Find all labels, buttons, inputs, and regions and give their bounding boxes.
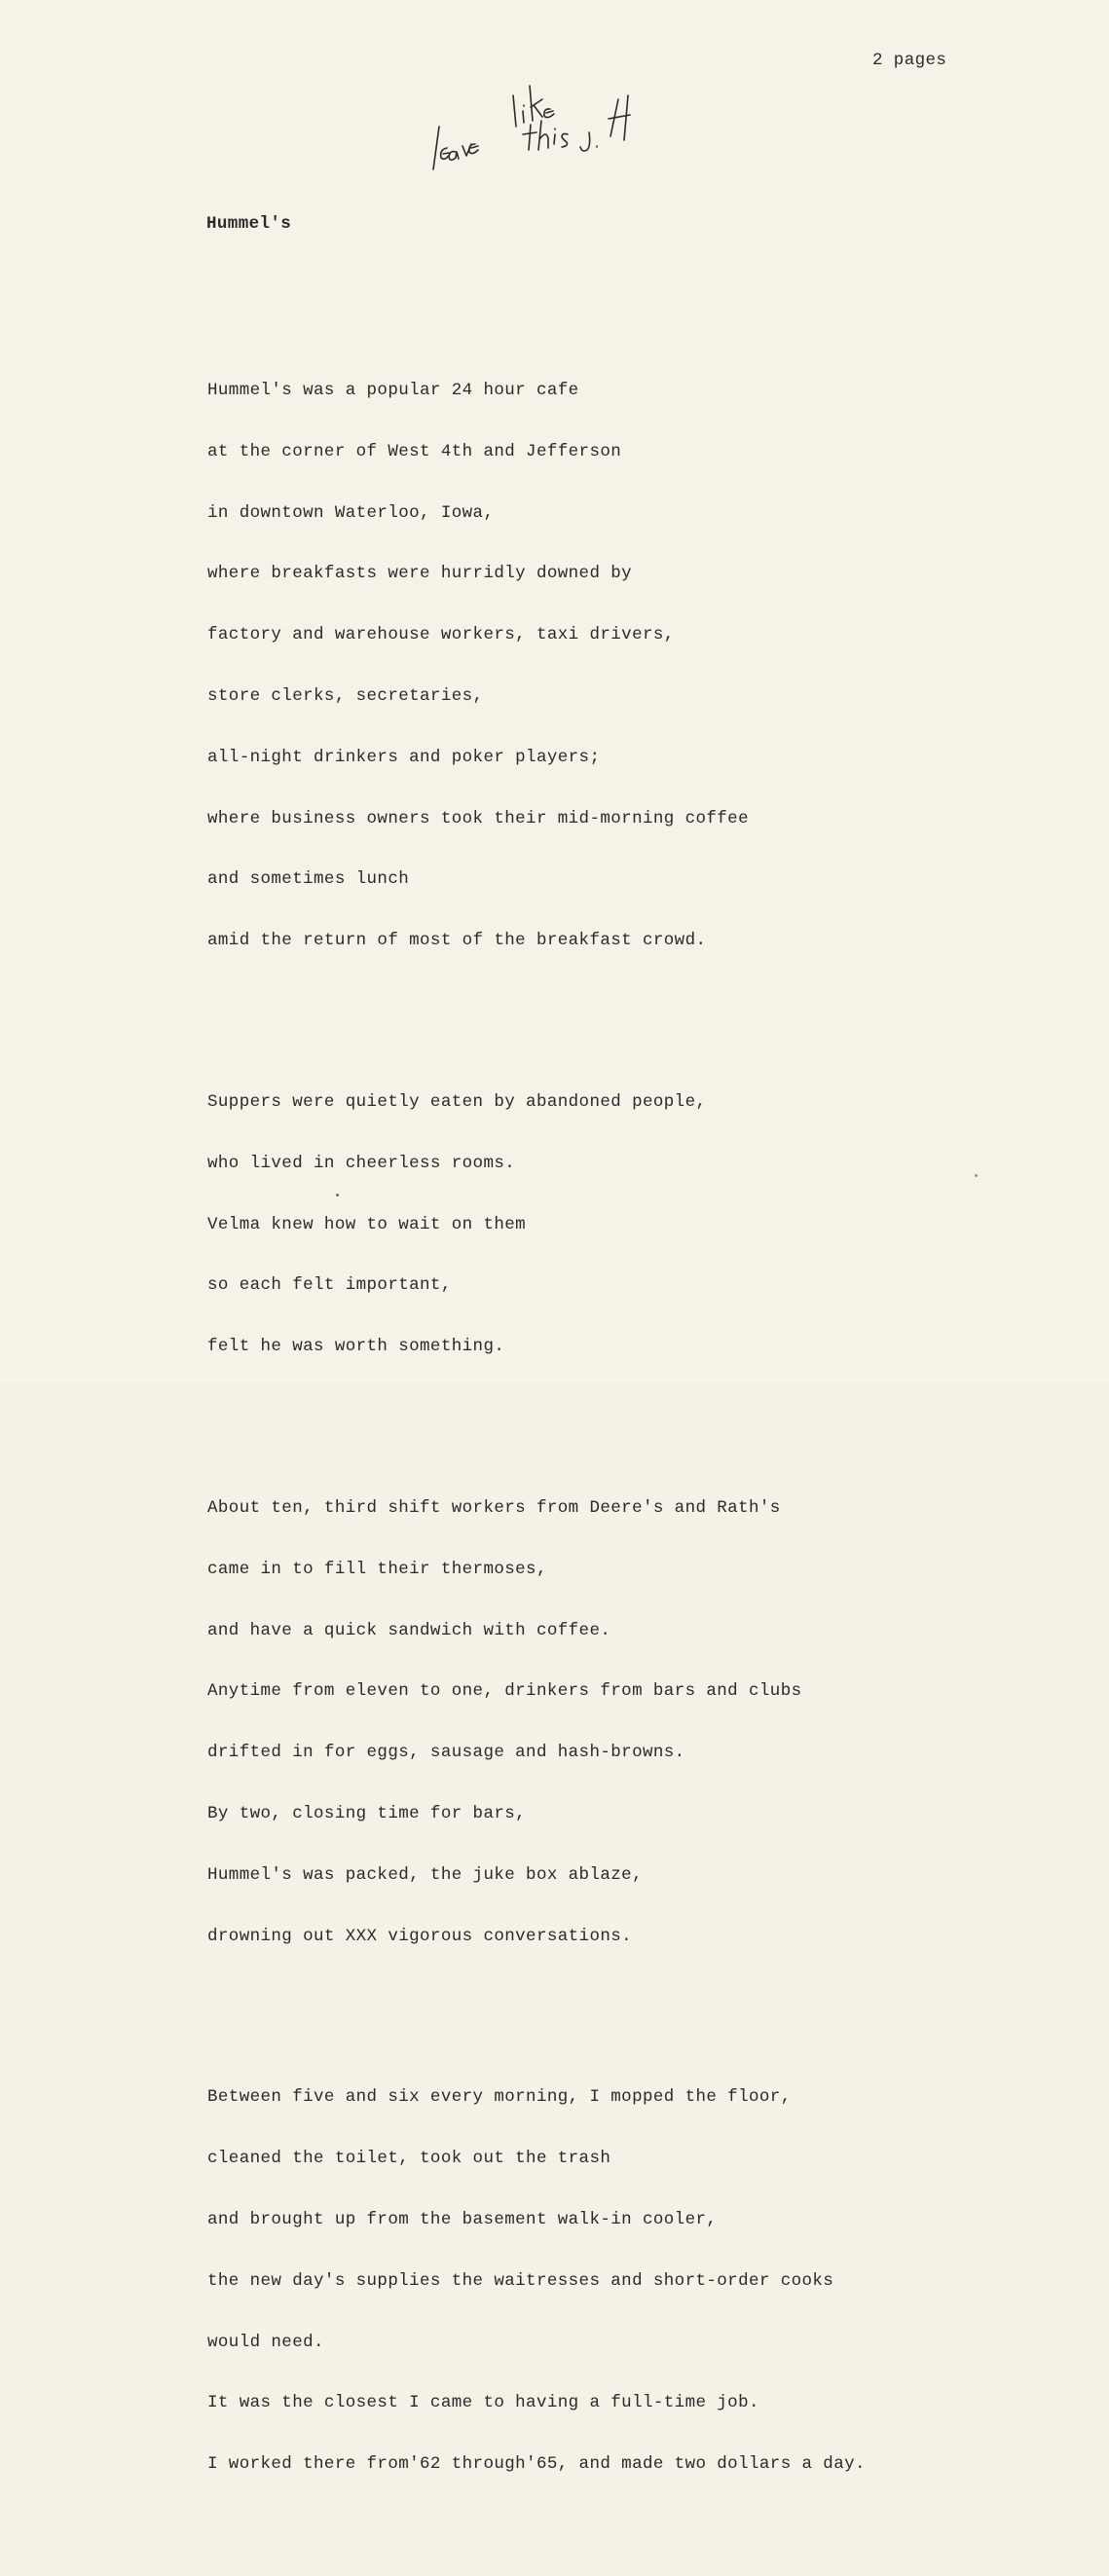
poem-line: came in to fill their thermoses,	[207, 1559, 547, 1579]
poem-line: the new day's supplies the waitresses and short-order cooks	[207, 2270, 834, 2291]
poem-line: Velma knew how to wait on them	[207, 1214, 527, 1234]
paper-speck	[336, 1194, 339, 1196]
poem-line: drowning out XXX vigorous conversations.	[207, 1926, 633, 1946]
poem-line: About ten, third shift workers from Deere's and Rath's	[207, 1497, 781, 1518]
page-count-label: 2 pages	[872, 51, 947, 70]
poem-line: Anytime from eleven to one, drinkers from bars and clubs	[207, 1681, 802, 1702]
poem-line: so each felt important,	[207, 1275, 452, 1296]
stanza-3	[207, 1458, 986, 1986]
stanza-1	[207, 341, 986, 991]
paper-speck	[975, 1174, 978, 1177]
poem-line: cleaned the toilet, took out the trash	[207, 2149, 611, 2169]
poem-title: Hummel's	[206, 214, 292, 234]
poem-line: where breakfasts were hurridly downed by	[207, 564, 633, 584]
poem-line: It was the closest I came to having a full-time job.	[207, 2393, 759, 2413]
poem-line: who lived in cheerless rooms.	[207, 1153, 516, 1173]
handwritten-note	[424, 76, 647, 173]
poem-line: Between five and six every morning, I mopped the floor,	[207, 2087, 792, 2108]
poem-line: drifted in for eggs, sausage and hash-browns.	[207, 1743, 685, 1763]
poem-body	[207, 302, 986, 2576]
poem-line: amid the return of most of the breakfast crowd.	[207, 931, 707, 951]
poem-line: and sometimes lunch	[207, 869, 410, 890]
poem-line: By two, closing time for bars,	[207, 1803, 527, 1823]
handwritten-note-drawing	[424, 76, 647, 173]
poem-line: Hummel's was a popular 24 hour cafe	[207, 381, 579, 400]
poem-line: in downtown Waterloo, Iowa,	[207, 502, 495, 523]
poem-line: felt he was worth something.	[207, 1337, 505, 1357]
poem-line: and have a quick sandwich with coffee.	[207, 1620, 611, 1640]
poem-line: where business owners took their mid-morning coffee	[207, 808, 749, 828]
poem-line: would need.	[207, 2332, 324, 2352]
poem-line: Hummel's was packed, the juke box ablaze,	[207, 1864, 643, 1885]
poem-line: factory and warehouse workers, taxi drivers,	[207, 625, 675, 645]
poem-line: at the corner of West 4th and Jefferson	[207, 441, 622, 461]
stanza-4	[207, 2047, 986, 2515]
poem-line: and brought up from the basement walk-in cooler,	[207, 2209, 718, 2229]
poem-line: all-night drinkers and poker players;	[207, 747, 601, 767]
poem-line: store clerks, secretaries,	[207, 685, 484, 706]
poem-line: I worked there from'62 through'65, and made two dollars a day.	[207, 2454, 866, 2475]
poem-line: Suppers were quietly eaten by abandoned people,	[207, 1091, 707, 1112]
stanza-2	[207, 1052, 986, 1397]
